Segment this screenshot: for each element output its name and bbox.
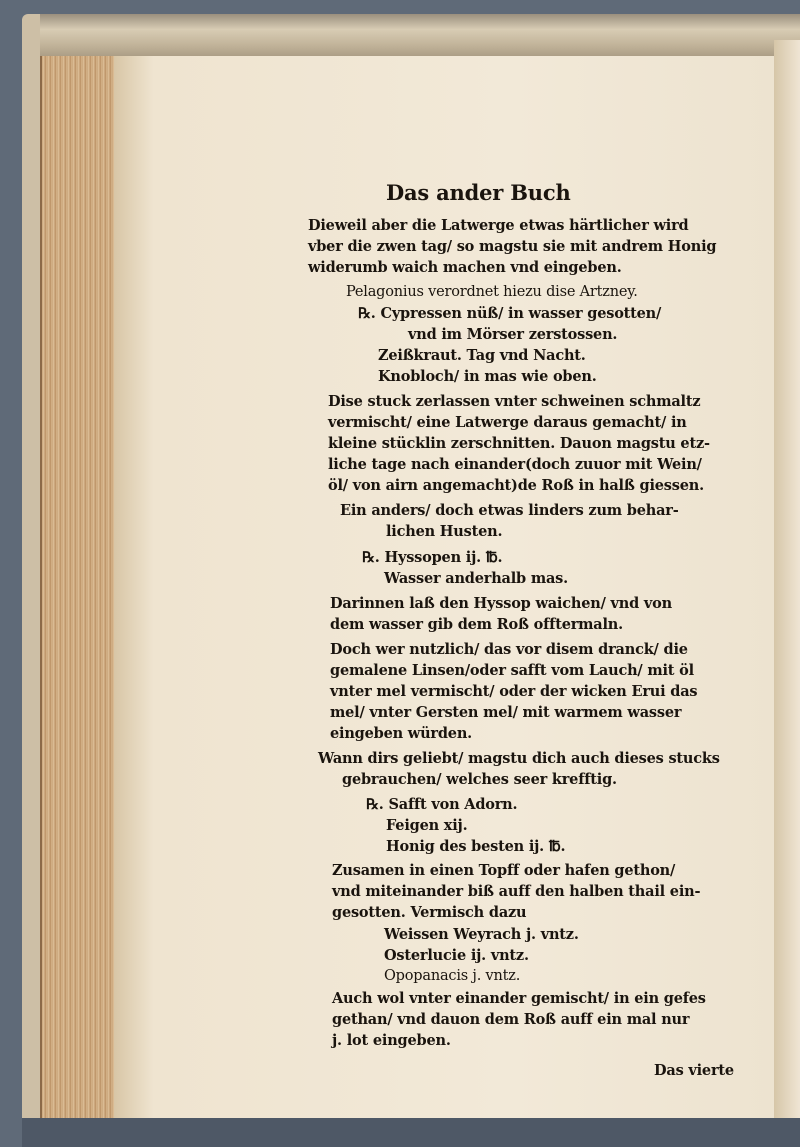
- recipe-line: vnd im Mörser zerstossen.: [408, 326, 618, 343]
- text-line: Dieweil aber die Latwerge etwas härtlicher wird: [308, 217, 689, 234]
- text-line: widerumb waich machen vnd eingeben.: [308, 259, 622, 276]
- text-line: gesotten. Vermisch dazu: [332, 904, 527, 921]
- text-line: Auch wol vnter einander gemischt/ in ein gefes: [332, 990, 706, 1007]
- recipe-line: ℞. Cypressen nüß/ in wasser gesotten/: [358, 305, 662, 322]
- recipe-line: Opopanacis j. vntz.: [384, 968, 521, 984]
- facing-page-edge: [774, 40, 800, 1130]
- text-line: dem wasser gib dem Roß offtermaln.: [330, 616, 623, 633]
- text-line: vnd miteinander biß auff den halben thail ein-: [332, 883, 701, 900]
- text-line: Zusamen in einen Topff oder hafen gethon/: [332, 862, 676, 879]
- text-line: gethan/ vnd dauon dem Roß auff ein mal nur: [332, 1011, 690, 1028]
- text-line: öl/ von airn angemacht)de Roß in halß giessen.: [328, 477, 704, 494]
- text-line: liche tage nach einander(doch zuuor mit Wein/: [328, 456, 702, 473]
- text-line: vermischt/ eine Latwerge daraus gemacht/ in: [328, 414, 687, 431]
- recipe-line: Weissen Weyrach j. vntz.: [384, 926, 579, 943]
- section-heading: lichen Husten.: [386, 523, 503, 540]
- text-line: Wann dirs geliebt/ magstu dich auch dieses stucks: [318, 750, 720, 767]
- text-line: gemalene Linsen/oder safft vom Lauch/ mit öl: [330, 662, 694, 679]
- background-bottom: [22, 1118, 800, 1147]
- text-line: gebrauchen/ welches seer krefftig.: [342, 771, 617, 788]
- recipe-line: Osterlucie ij. vntz.: [384, 947, 529, 964]
- text-line: eingeben würden.: [330, 725, 473, 742]
- catchword: Das vierte: [654, 1062, 734, 1079]
- text-line: kleine stücklin zerschnitten. Dauon magstu etz-: [328, 435, 710, 452]
- text-line: mel/ vnter Gersten mel/ mit warmem wasser: [330, 704, 682, 721]
- recipe-line: Feigen xij.: [386, 817, 468, 834]
- text-line: j. lot eingeben.: [332, 1032, 451, 1049]
- text-line: vnter mel vermischt/ oder der wicken Erui das: [330, 683, 698, 700]
- text-line: Doch wer nutzlich/ das vor disem dranck/ die: [330, 641, 688, 658]
- recipe-line: Zeißkraut. Tag vnd Nacht.: [378, 347, 586, 364]
- recipe-line: ℞. Safft von Adorn.: [366, 796, 518, 813]
- text-line: Darinnen laß den Hyssop waichen/ vnd von: [330, 595, 672, 612]
- page-stack-edge: [40, 56, 118, 1120]
- section-heading: Ein anders/ doch etwas linders zum behar-: [340, 502, 679, 519]
- text-line: Dise stuck zerlassen vnter schweinen schmaltz: [328, 393, 701, 410]
- book-top-edge: [40, 14, 800, 58]
- recipe-line: Wasser anderhalb mas.: [384, 570, 568, 587]
- recipe-line: Honig des besten ij. ℔.: [386, 838, 566, 855]
- text-line: vber die zwen tag/ so magstu sie mit andrem Honig: [308, 238, 717, 255]
- recipe-line: ℞. Hyssopen ij. ℔.: [362, 549, 503, 566]
- recipe-line: Knobloch/ in mas wie oben.: [378, 368, 597, 385]
- running-heading: Das ander Buch: [386, 180, 571, 205]
- text-line: Pelagonius verordnet hiezu dise Artzney.: [346, 284, 638, 300]
